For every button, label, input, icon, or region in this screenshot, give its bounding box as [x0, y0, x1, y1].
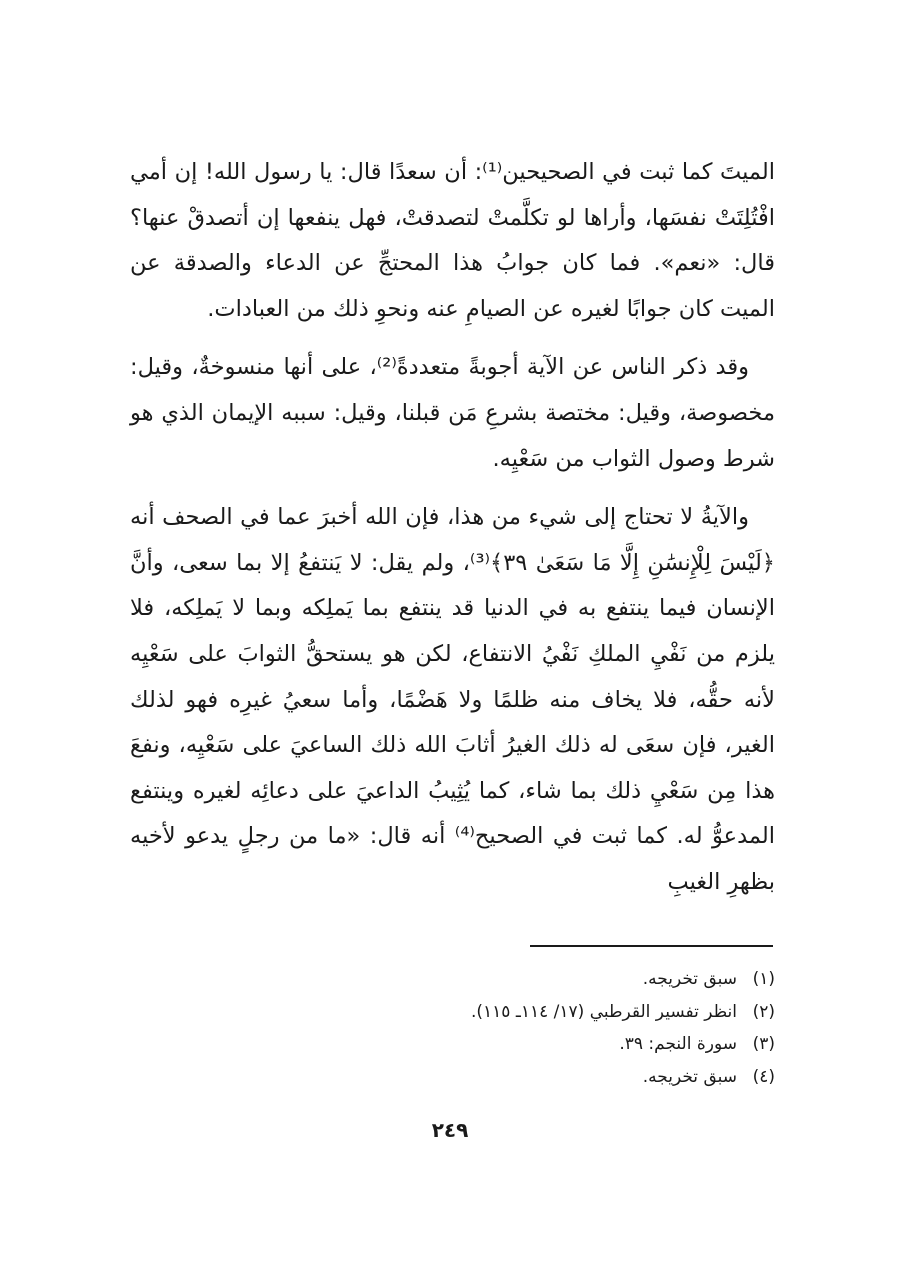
footnote-separator: [530, 945, 773, 947]
footnote-number: (٤): [752, 1066, 775, 1087]
page-number: ٢٤٩: [431, 1118, 469, 1142]
footnote-text: انظر تفسير القرطبي (١٧/ ١١٤ـ ١١٥).: [471, 1001, 737, 1022]
footnote-2: [130, 996, 775, 1029]
footnote-4: [130, 1061, 775, 1094]
footnote-number: (١): [752, 969, 775, 989]
paragraph-2: وقد ذكر الناس عن الآية أجوبةً متعددةً⁽²⁾، على أنها منسوخةٌ، وقيل: مخصوصة، وقيل: مختصة بشرعِ مَن قبلنا، وقيل: سببه الإيمان الذي هو شرط وصول الثواب من سَعْيِه.: [130, 354, 775, 472]
footnotes: [130, 963, 775, 1093]
footnote-text: سبق تخريجه.: [642, 1066, 737, 1087]
footnote-text: سبق تخريجه.: [642, 969, 737, 989]
paragraph-1: الميتَ كما ثبت في الصحيحين⁽¹⁾: أن سعدًا قال: يا رسول الله! إن أمي افْتُلِتَتْ نفسَها، وأراها لو تكلَّمتْ لتصدقتْ، فهل ينفعها إن أتصدقْ عنها؟ قال: «نعم». فما كان جوابُ هذا المحتجِّ عن الدعاء والصدقة عن الميت كان جوابًا لغيره عن الصيامِ عنه ونحوِ ذلك من العبادات.: [130, 159, 775, 322]
footnote-3: [130, 1028, 775, 1061]
footnote-text: سورة النجم: ٣٩.: [619, 1034, 737, 1054]
paragraph-3: والآيةُ لا تحتاج إلى شيء من هذا، فإن الله أخبرَ عما في الصحف أنه ﴿لَيْسَ لِلْإِنسَٰنِ إِلَّا مَا سَعَىٰ ٣٩﴾⁽³⁾، ولم يقل: لا يَنتفعُ إلا بما سعى، وأنَّ الإنسان فيما ينتفع به في الدنيا قد ينتفع بما يَملِكه وبما لا يَملِكه، فلا يلزم من نَفْيِ الملكِ نَفْيُ الانتفاع، لكن هو يستحقُّ الثوابَ على سَعْيِه لأنه حقُّه، فلا يخاف منه ظلمًا ولا هَضْمًا، وأما سعيُ غيرِه فهو لذلك الغير، فإن سعَى له ذلك الغيرُ أثابَ الله ذلك الساعيَ على سَعْيِه، ونفعَ هذا مِن سَعْيِ ذلك بما شاء، كما يُثِيبُ الداعيَ على دعائِه لغيره وينتفع المدعوُّ له. كما ثبت في الصحيح⁽⁴⁾ أنه قال: «ما من رجلٍ يدعو لأخيه بظهرِ الغيبِ: [130, 504, 775, 895]
footnote-number: (٢): [752, 1001, 775, 1022]
footnote-number: (٣): [752, 1034, 775, 1054]
main-text: [130, 150, 775, 906]
footnote-1: [130, 963, 775, 996]
